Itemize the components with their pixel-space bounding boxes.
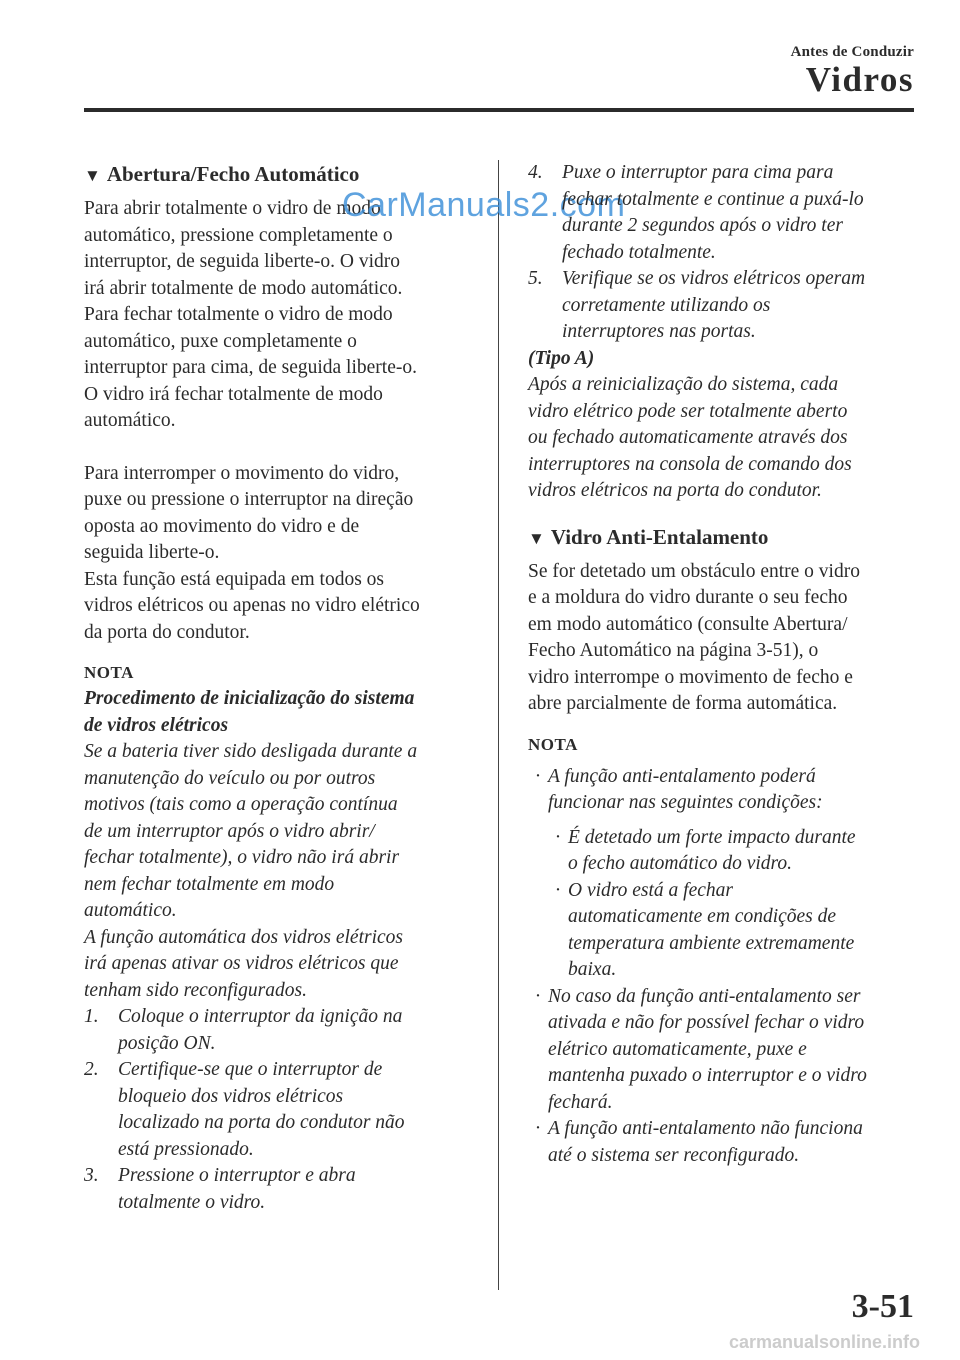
footer-url: carmanualsonline.info — [728, 1332, 920, 1352]
bullet-item — [528, 878, 918, 984]
text-line: Se a bateria tiver sido desligada durante a — [84, 741, 418, 762]
text-line: interruptor, de seguida liberte-o. O vidro — [84, 251, 400, 272]
paragraph — [528, 559, 918, 718]
heading-text: Vidro Anti-Entalamento — [550, 524, 769, 549]
text-line: Procedimento de inicialização do sistema — [84, 688, 415, 709]
step-text: Verifique se os vidros elétricos operam corretamente utilizando os interruptores nas portas. — [562, 268, 866, 342]
text-line: ativada e não for possível fechar o vidro — [548, 1012, 865, 1033]
tipo-label: (Tipo A) — [528, 347, 595, 369]
step-text: Puxe o interruptor para cima para fechar totalmente e continue a puxá-lo durante 2 segundos após o vidro ter fechado totalmente. — [562, 162, 864, 263]
text-line: automático. — [84, 900, 177, 921]
heading-text: Abertura/Fecho Automático — [106, 162, 360, 186]
text-line: e a moldura do vidro durante o seu fecho — [528, 587, 848, 608]
text-line: É detetado um forte impacto durante — [568, 826, 856, 848]
bullet-icon: · — [534, 985, 542, 1007]
text-line: oposta ao movimento do vidro e de — [84, 515, 360, 537]
text-line: O vidro irá fechar totalmente de modo — [84, 383, 383, 405]
text-line: puxe ou pressione o interruptor na direção — [84, 489, 414, 510]
text-line: funcionar nas seguintes condições: — [548, 792, 823, 813]
paragraph — [84, 196, 476, 435]
step-number: 2. — [84, 1059, 99, 1080]
text-line: vidros elétricos na porta do condutor. — [528, 480, 822, 501]
bullet-icon: · — [554, 826, 562, 848]
bullet-item — [528, 825, 918, 878]
text-line: Para fechar totalmente o vidro de modo — [84, 304, 393, 325]
text-line: Após a reinicialização do sistema, cada — [528, 374, 839, 395]
text-line: interruptor para cima, de seguida liberte-o. — [84, 357, 417, 378]
text-line: A função anti-entalamento não funciona — [548, 1118, 863, 1139]
steps-list — [84, 1004, 476, 1216]
text-line: tenham sido reconfigurados. — [84, 979, 307, 1001]
bullet-item — [528, 984, 918, 1117]
step-number: 3. — [84, 1165, 99, 1186]
note-label: NOTA — [84, 663, 134, 682]
text-line: Para abrir totalmente o vidro de modo — [84, 198, 381, 219]
text-line: No caso da função anti-entalamento ser — [548, 985, 861, 1007]
watermark: CarManuals2.com — [342, 186, 626, 224]
text-line: vidros elétricos ou apenas no vidro elétrico — [84, 595, 420, 616]
text-line: Esta função está equipada em todos os — [84, 568, 384, 590]
step-item — [84, 1057, 476, 1163]
step-item — [528, 160, 918, 266]
text-line: automaticamente em condições de — [568, 906, 837, 927]
text-line: vidro interrompe o movimento de fecho e — [528, 666, 853, 688]
triangle-icon: ▼ — [84, 166, 101, 185]
section-heading — [528, 523, 918, 553]
text-line: irá abrir totalmente de modo automático. — [84, 277, 403, 299]
step-text: Certifique-se que o interruptor de bloqueio dos vidros elétricos localizado na porta do condutor não está pressionado. — [118, 1059, 405, 1160]
note-body — [84, 739, 476, 1004]
step-number: 5. — [528, 268, 543, 289]
text-line: de vidros elétricos — [84, 714, 229, 736]
text-line: Se for detetado um obstáculo entre o vidro — [528, 560, 860, 582]
text-line: até o sistema ser reconfigurado. — [548, 1144, 800, 1166]
note-title — [84, 686, 476, 739]
column-divider — [498, 160, 499, 1290]
steps-list — [528, 160, 918, 346]
header-section: Antes de Conduzir — [790, 44, 914, 60]
header-rule — [84, 108, 914, 112]
text-line: nem fechar totalmente em modo — [84, 873, 335, 895]
text-line: Para interromper o movimento do vidro, — [84, 462, 400, 484]
step-text: Pressione o interruptor e abra totalmente o vidro. — [118, 1165, 356, 1213]
left-column — [84, 160, 476, 1216]
text-line: vidro elétrico pode ser totalmente aberto — [528, 400, 848, 422]
text-line: automático, puxe completamente o — [84, 330, 357, 352]
step-item — [84, 1004, 476, 1057]
text-line: automático. — [84, 410, 176, 431]
text-line: da porta do condutor. — [84, 621, 250, 643]
text-line: temperatura ambiente extremamente — [568, 932, 855, 954]
text-line: ou fechado automaticamente através dos — [528, 427, 848, 448]
text-line: o fecho automático do vidro. — [568, 853, 793, 874]
right-column — [528, 160, 918, 1169]
step-number: 4. — [528, 162, 543, 183]
page-number: 3-51 — [851, 1288, 914, 1325]
text-line: seguida liberte-o. — [84, 542, 220, 563]
bullet-icon: · — [534, 765, 542, 787]
step-item — [528, 266, 918, 346]
step-text: Coloque o interruptor da ignição na posição ON. — [118, 1006, 403, 1054]
bullet-icon: · — [534, 1118, 542, 1139]
step-item — [84, 1163, 476, 1216]
text-line: em modo automático (consulte Abertura/ — [528, 613, 848, 635]
tipo-body — [528, 372, 918, 505]
text-line: A função automática dos vidros elétricos — [84, 926, 404, 948]
bullet-item — [528, 1116, 918, 1169]
text-line: motivos (tais como a operação contínua — [84, 794, 398, 815]
bullet-icon: · — [554, 879, 562, 901]
text-line: mantenha puxado o interruptor e o vidro — [548, 1065, 867, 1086]
note-label: NOTA — [528, 734, 578, 754]
text-line: irá apenas ativar os vidros elétricos que — [84, 953, 399, 974]
page-title: Vidros — [805, 60, 914, 99]
text-line: Fecho Automático na página 3-51), o — [528, 640, 819, 661]
text-line: baixa. — [568, 959, 617, 980]
text-line: fechará. — [548, 1091, 613, 1113]
text-line: A função anti-entalamento poderá — [548, 765, 816, 787]
text-line: manutenção do veículo ou por outros — [84, 767, 376, 789]
text-line: O vidro está a fechar — [568, 879, 733, 901]
paragraph — [84, 461, 476, 647]
step-number: 1. — [84, 1006, 99, 1027]
text-line: de um interruptor após o vidro abrir/ — [84, 820, 375, 842]
text-line: abre parcialmente de forma automática. — [528, 693, 838, 714]
triangle-icon: ▼ — [528, 528, 545, 548]
text-line: interruptores na consola de comando dos — [528, 453, 852, 475]
bullet-item — [528, 764, 918, 817]
text-line: fechar totalmente), o vidro não irá abrir — [84, 847, 400, 868]
text-line: automático, pressione completamente o — [84, 224, 393, 246]
text-line: elétrico automaticamente, puxe e — [548, 1038, 807, 1060]
